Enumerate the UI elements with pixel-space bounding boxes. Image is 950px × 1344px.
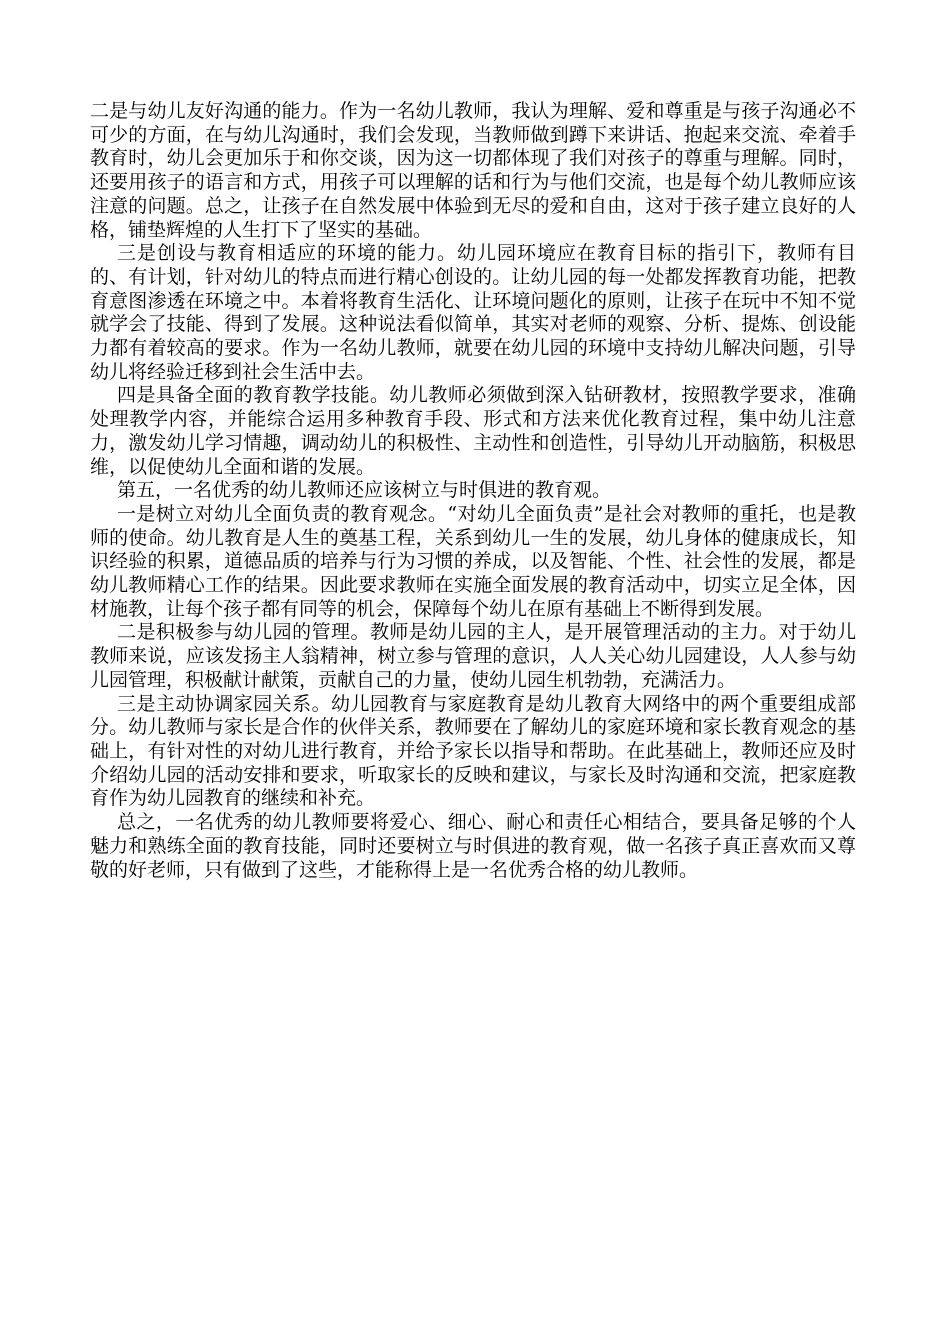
paragraph-conclusion: 总之，一名优秀的幼儿教师要将爱心、细心、耐心和责任心相结合，要具备足够的个人魅力和熟练全面的教育技能，同时还要树立与时俱进的教育观，做一名孩子真正喜欢而又尊敬的好老师，只有做到了这些，才能称得上是一名优秀合格的幼儿教师。 bbox=[90, 811, 856, 881]
paragraph-communication-ability: 二是与幼儿友好沟通的能力。作为一名幼儿教师，我认为理解、爱和尊重是与孩子沟通必不可少的方面，在与幼儿沟通时，我们会发现，当教师做到蹲下来讲话、抱起来交流、牵着手教育时，幼儿会更加乐于和你交谈，因为这一切都体现了我们对孩子的尊重与理解。同时，还要用孩子的语言和方式，用孩子可以理解的话和行为与他们交流，也是每个幼儿教师应该注意的问题。总之，让孩子在自然发展中体验到无尽的爱和自由，这对于孩子建立良好的人格，铺垫辉煌的人生打下了坚实的基础。 bbox=[90, 100, 856, 241]
paragraph-management-participation: 二是积极参与幼儿园的管理。教师是幼儿园的主人，是开展管理活动的主力。对于幼儿教师来说，应该发扬主人翁精神，树立参与管理的意识，人人关心幼儿园建设，人人参与幼儿园管理，积极献计献策，贡献自己的力量，使幼儿园生机勃勃，充满活力。 bbox=[90, 621, 856, 691]
paragraph-teaching-skills: 四是具备全面的教育教学技能。幼儿教师必须做到深入钻研教材，按照教学要求，准确处理教学内容，并能综合运用多种教育手段、形式和方法来优化教育过程，集中幼儿注意力，激发幼儿学习情趣，调动幼儿的积极性、主动性和创造性，引导幼儿开动脑筋，积极思维，以促使幼儿全面和谐的发展。 bbox=[90, 384, 856, 478]
paragraph-fifth-point: 第五，一名优秀的幼儿教师还应该树立与时俱进的教育观。 bbox=[117, 479, 612, 502]
document-body bbox=[90, 100, 856, 882]
paragraph-responsibility-concept: 一是树立对幼儿全面负责的教育观念。“对幼儿全面负责”是社会对教师的重托，也是教师的使命。幼儿教育是人生的奠基工程，关系到幼儿一生的发展，幼儿身体的健康成长，知识经验的积累，道德品质的培养与行为习惯的养成，以及智能、个性、社会性的发展，都是幼儿教师精心工作的结果。因此要求教师在实施全面发展的教育活动中，切实立足全体，因材施教，让每个孩子都有同等的机会，保障每个幼儿在原有基础上不断得到发展。 bbox=[90, 502, 856, 620]
paragraph-home-school-relations: 三是主动协调家园关系。幼儿园教育与家庭教育是幼儿教育大网络中的两个重要组成部分。幼儿教师与家长是合作的伙伴关系，教师要在了解幼儿的家庭环境和家长教育观念的基础上，有针对性的对幼儿进行教育，并给予家长以指导和帮助。在此基础上，教师还应及时介绍幼儿园的活动安排和要求，听取家长的反映和建议，与家长及时沟通和交流，把家庭教育作为幼儿园教育的继续和补充。 bbox=[90, 692, 856, 810]
paragraph-environment-ability: 三是创设与教育相适应的环境的能力。幼儿园环境应在教育目标的指引下，教师有目的、有计划，针对幼儿的特点而进行精心创设的。让幼儿园的每一处都发挥教育功能，把教育意图渗透在环境之中。本着将教育生活化、让环境问题化的原则，让孩子在玩中不知不觉就学会了技能、得到了发展。这种说法看似简单，其实对老师的观察、分析、提炼、创设能力都有着较高的要求。作为一名幼儿教师，就要在幼儿园的环境中支持幼儿解决问题，引导幼儿将经验迁移到社会生活中去。 bbox=[90, 242, 856, 383]
